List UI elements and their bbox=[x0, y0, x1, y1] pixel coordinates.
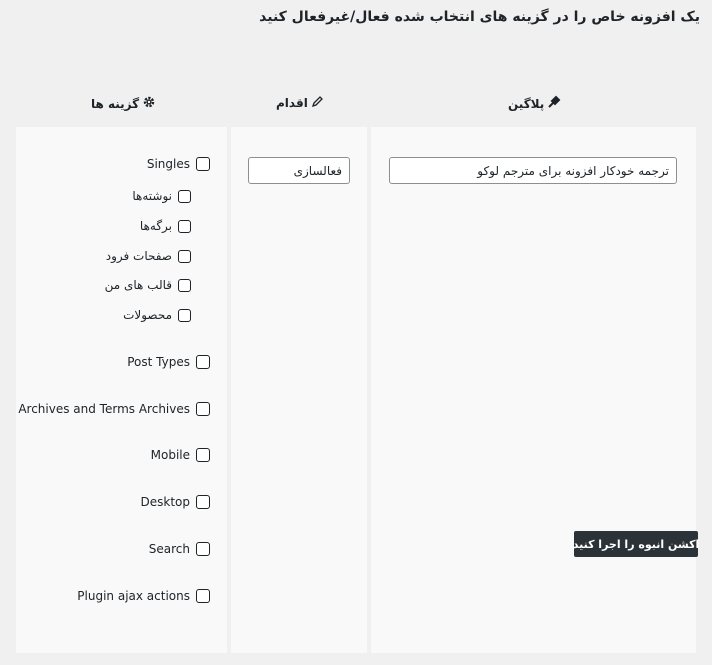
option-sub-label: صفحات فرود bbox=[105, 249, 172, 263]
column-header-plugin bbox=[508, 95, 561, 112]
option-desktop-label: Desktop bbox=[140, 495, 190, 509]
option-desktop[interactable] bbox=[141, 495, 211, 509]
option-sub-label: نوشته‌ها bbox=[132, 189, 172, 203]
option-sub-label: محصولات bbox=[123, 308, 172, 322]
option-ajax-label: Plugin ajax actions bbox=[77, 589, 190, 603]
column-header-options bbox=[91, 95, 156, 112]
option-plugin-ajax-actions[interactable] bbox=[77, 589, 210, 603]
option-sub-posts[interactable] bbox=[132, 189, 191, 203]
options-panel bbox=[16, 127, 227, 653]
option-sub-checkbox[interactable] bbox=[178, 190, 191, 203]
option-mobile[interactable] bbox=[151, 448, 210, 462]
option-sub-label: قالب های من bbox=[104, 278, 172, 292]
column-header-action bbox=[276, 95, 324, 111]
option-archives-checkbox[interactable] bbox=[196, 402, 210, 416]
option-desktop-checkbox[interactable] bbox=[196, 495, 210, 509]
option-post-types-label: Post Types bbox=[127, 355, 190, 369]
action-panel bbox=[231, 127, 367, 653]
column-header-plugin-label: پلاگین bbox=[508, 96, 545, 111]
option-ajax-checkbox[interactable] bbox=[196, 589, 210, 603]
option-singles-label: Singles bbox=[146, 157, 190, 171]
action-select[interactable]: فعالسازی bbox=[248, 157, 350, 184]
page-heading: یک افزونه خاص را در گزینه های انتخاب شده فعال/غیرفعال کنید bbox=[259, 9, 700, 25]
option-archives[interactable] bbox=[18, 402, 210, 416]
option-mobile-checkbox[interactable] bbox=[196, 448, 210, 462]
option-singles-checkbox[interactable] bbox=[196, 157, 210, 171]
plugin-select[interactable]: ترجمه خودکار افزونه برای مترجم لوکو bbox=[389, 157, 677, 184]
column-header-options-label: گزینه ها bbox=[91, 96, 140, 111]
plugin-panel bbox=[371, 127, 696, 653]
option-sub-products[interactable] bbox=[123, 308, 191, 322]
option-sub-label: برگه‌ها bbox=[139, 219, 172, 233]
option-mobile-label: Mobile bbox=[150, 448, 190, 462]
option-sub-checkbox[interactable] bbox=[178, 220, 191, 233]
option-post-types-checkbox[interactable] bbox=[196, 355, 210, 369]
option-sub-pages[interactable] bbox=[140, 219, 191, 233]
option-search-label: Search bbox=[148, 542, 190, 556]
bulk-action-button[interactable]: اکشن انبوه را اجرا کنید bbox=[574, 531, 698, 557]
option-singles[interactable] bbox=[147, 157, 210, 171]
option-post-types[interactable] bbox=[127, 355, 210, 369]
option-sub-landing-pages[interactable] bbox=[106, 249, 191, 263]
option-sub-my-templates[interactable] bbox=[105, 278, 191, 292]
option-search[interactable] bbox=[149, 542, 210, 556]
option-archives-label: Archives and Terms Archives bbox=[18, 402, 190, 416]
plugin-icon bbox=[547, 95, 561, 112]
option-search-checkbox[interactable] bbox=[196, 542, 210, 556]
option-sub-checkbox[interactable] bbox=[178, 309, 191, 322]
column-header-action-label: اقدام bbox=[276, 96, 308, 110]
gear-icon bbox=[142, 95, 156, 112]
pencil-icon bbox=[311, 95, 324, 111]
option-sub-checkbox[interactable] bbox=[178, 279, 191, 292]
option-sub-checkbox[interactable] bbox=[178, 250, 191, 263]
